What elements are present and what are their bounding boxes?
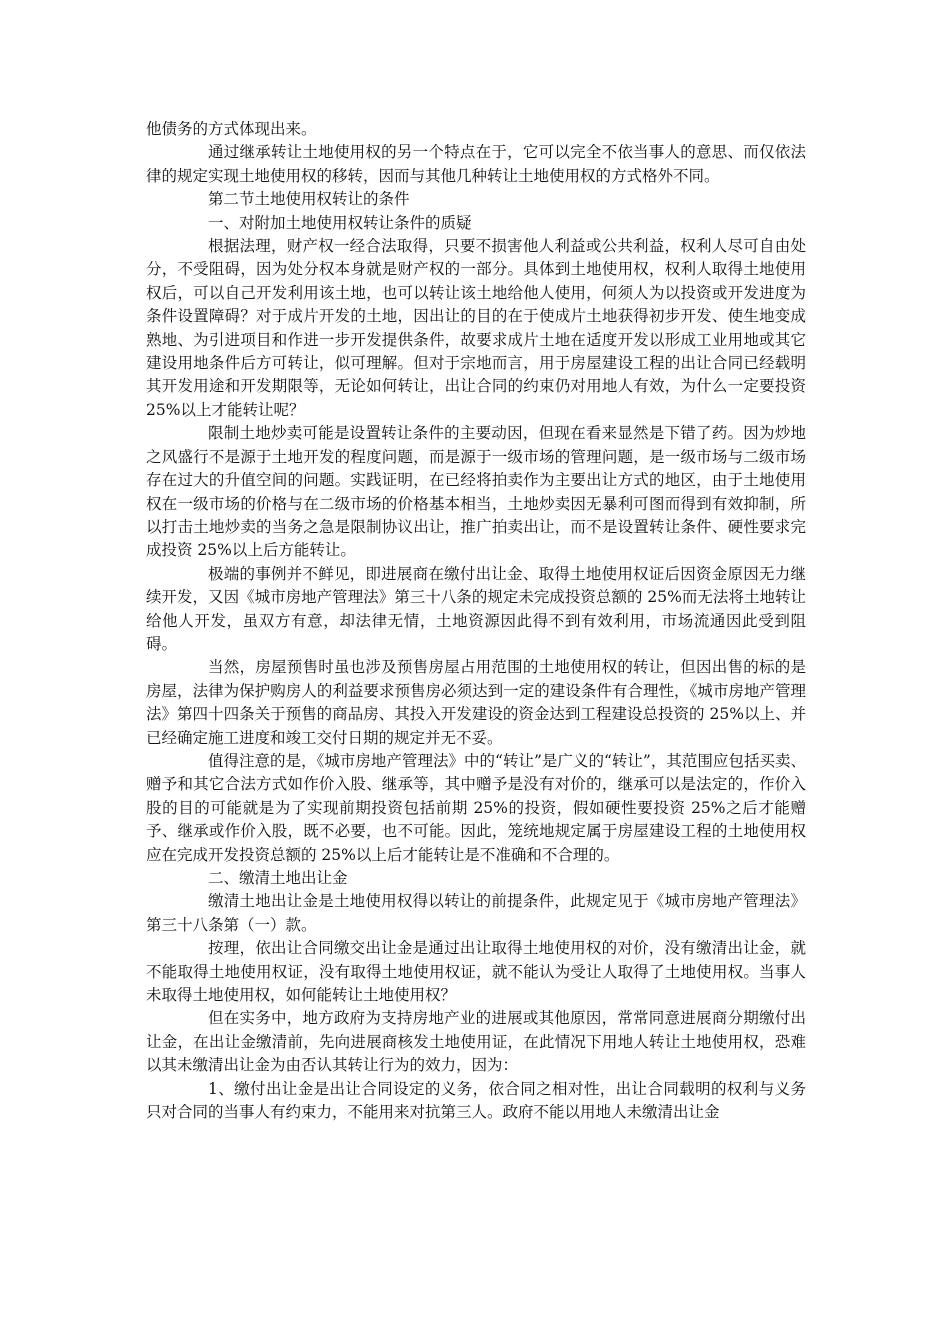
paragraph-11: 1、缴付出让金是出让合同设定的义务，依合同之相对性，出让合同载明的权利与义务只对合同的当事人有约束力，不能用来对抗第三人。政府不能以用地人未缴清出让金 [146,1079,806,1122]
paragraph-2: 通过继承转让土地使用权的另一个特点在于，它可以完全不依当事人的意思、而仅依法律的规定实现土地使用权的移转，因而与其他几种转让土地使用权的方式格外不同。 [146,143,806,185]
paragraph-1: 他债务的方式体现出来。 [146,120,317,138]
subsection-heading-2: 二、缴清土地出让金 [208,869,348,887]
paragraph-3: 根据法理，财产权一经合法取得，只要不损害他人利益或公共利益，权利人尽可自由处分，不受阻碍，因为处分权本身就是财产权的一部分。具体到土地使用权，权利人取得土地使用权后，可以自己开发利用该土地，也可以转让该土地给他人使用，何须人为以投资或开发进度为条件设置障碍？对于成片开发的土地，因出让的目的在于使成片土地获得初步开发、使生地变成熟地、为引进项目和作进一步开发提供条件，故要求成片土地在适度开发以形成工业用地或其它建设用地条件后方可转让，似可理解。但对于宗地而言，用于房屋建设工程的出让合同已经载明其开发用途和开发期限等，无论如何转让，出让合同的约束仍对用地人有效，为什么一定要投资 25%以上才能转让呢？ [146,237,806,419]
paragraph-6: 当然，房屋预售时虽也涉及预售房屋占用范围的土地使用权的转让，但因出售的标的是房屋，法律为保护购房人的利益要求预售房必须达到一定的建设条件有合理性，《城市房地产管理法》第四十四条关于预售的商品房、其投入开发建设的资金达到工程建设总投资的 25%以上、并已经确定施工进度和竣工交付日期的规定并无不妥。 [146,658,806,747]
subsection-heading-1: 一、对附加土地使用权转让条件的质疑 [208,213,472,232]
document-body [146,118,806,1124]
paragraph-9: 按理，依出让合同缴交出让金是通过出让取得土地使用权的对价，没有缴清出让金，就不能取得土地使用权证，没有取得土地使用权证，就不能认为受让人取得了土地使用权。当事人未取得土地使用权，如何能转让土地使用权？ [146,939,806,1005]
paragraph-5: 极端的事例并不鲜见，即进展商在缴付出让金、取得土地使用权证后因资金原因无力继续开发，又因《城市房地产管理法》第三十八条的规定未完成投资总额的 25%而无法将土地转让给他人开发，虽双方有意，却法律无情，土地资源因此得不到有效利用，市场流通因此受到阻碍。 [146,564,806,653]
paragraph-10: 但在实务中，地方政府为支持房地产业的进展或其他原因，常常同意进展商分期缴付出让金，在出让金缴清前，先向进展商核发土地使用证，在此情况下用地人转让土地使用权，恐难以其未缴清出让金为由否认其转让行为的效力，因为： [146,1009,806,1075]
paragraph-7: 值得注意的是，《城市房地产管理法》中的“转让”是广义的“转让”，其范围应包括买卖、赠予和其它合法方式如作价入股、继承等，其中赠予是没有对价的，继承可以是法定的，作价入股的目的可能就是为了实现前期投资包括前期 25%的投资，假如硬性要投资 25%之后才能赠予、继承或作价入股，既不必要，也不可能。因此，笼统地规定属于房屋建设工程的土地使用权应在完成开发投资总额的 25%以上后才能转让是不准确和不合理的。 [146,751,806,864]
section-heading: 第二节土地使用权转让的条件 [208,190,410,209]
paragraph-8: 缴清土地出让金是土地使用权得以转让的前提条件，此规定见于《城市房地产管理法》第三十八条第（一）款。 [146,892,806,934]
paragraph-4: 限制土地炒卖可能是设置转让条件的主要动因，但现在看来显然是下错了药。因为炒地之风盛行不是源于土地开发的程度问题，而是源于一级市场的管理问题，是一级市场与二级市场存在过大的升值空间的问题。实践证明，在已经将拍卖作为主要出让方式的地区，由于土地使用权在一级市场的价格与在二级市场的价格基本相当，土地炒卖因无暴利可图而得到有效抑制，所以打击土地炒卖的当务之急是限制协议出让，推广拍卖出让，而不是设置转让条件、硬性要求完成投资 25%以上后方能转让。 [146,424,806,560]
